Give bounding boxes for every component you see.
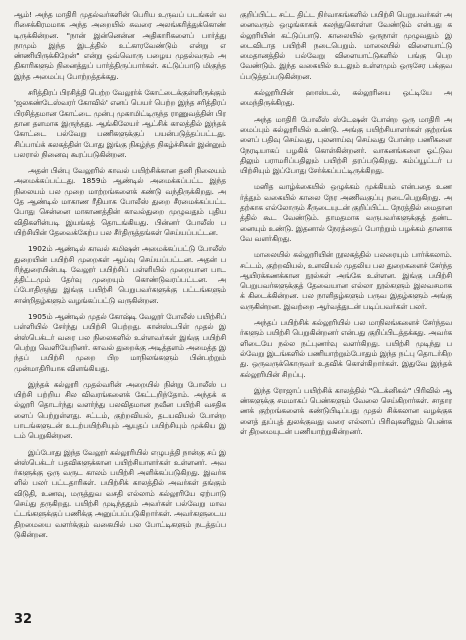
left-paragraph: 1902ம் ஆண்டில் காவல் கமிஷன் அமைக்கப்பட்டு போலீஸ் துறையின் பயிற்சி முறைகள் ஆய்வு செய்யப்பட்டன. அதன் பரிந்துரையின்படி வேலூர் பயிற்சிப் பள்ளியில் முறையான பாடத்திட்டமும் தேர்வு முறையும் கொண்டுவரப்பட்டன. அப்போதிருந்து இங்கு பயிற்சி பெறுபவர்களுக்கு பட்டங்களும் சான்றிதழ்களும் வழங்கப்பட்டு வருகின்றன. — [14, 244, 226, 305]
left-paragraph: இப்போது இந்த வேலூர் கல்லூரியில் எழுபத்தி நான்கு சப் இன்ஸ்பெக்டர் பதவிகளுக்கான பயிற்சியாளர்கள் உள்ளனர். அவர்களுக்கு ஒரு வருட காலம் பயிற்சி அளிக்கப்படுகிறது. இவர்களில் பலர் பட்டதாரிகள். பயிற்சிக் காலத்தில் அவர்கள் தங்கும் விடுதி, உணவு, மருத்துவ வசதி எல்லாம் கல்லூரியே ஏற்பாடு செய்து தருகிறது. பயிற்சி முடிந்ததும் அவர்கள் பல்வேறு மாவட்டங்களுக்குப் பணிக்கு அனுப்பப்படுகிறார்கள். அவர்களுடைய திறமையை வளர்க்கும் வகையில் பல போட்டிகளும் நடத்தப்படுகின்றன. — [14, 447, 226, 539]
right-column — [240, 10, 452, 608]
right-paragraph: மாலையில் கல்லூரியின் நூலகத்தில் பலரையும் பார்க்கலாம். சட்டம், குற்றவியல், உளவியல் முதலிய பல துறைகளைச் சேர்ந்த ஆயிரக்கணக்கான நூல்கள் அங்கே உள்ளன. இங்கு பயிற்சி பெறுபவர்களுக்குத் தேவையான எல்லா நூல்களும் இலவசமாகக் கிடைக்கின்றன. பல நாளிதழ்களும் பருவ இதழ்களும் அங்கு வருகின்றன. இவற்றை ஆர்வத்துடன் படிப்பவர்கள் பலர். — [240, 250, 452, 311]
page-number: 32 — [14, 612, 33, 627]
left-paragraph: அதன் பின்பு வேலூரில் காவல் பயிற்சிக்கான தனி நிலையம் அமைக்கப்பட்டது. 1859ம் ஆண்டில் அமைக்கப்பட்ட இந்த நிலையம் பல முறை மாற்றங்களைக் கண்டு வந்திருக்கிறது. அதே ஆண்டில் மாகாண ரீதியாக போலீஸ் துறை சீரமைக்கப்பட்ட போது சென்னை மாகாணத்தின் காவல்துறை முழுவதும் புதிய விதிகளின்படி இயங்கத் தொடங்கியது. பின்னர் போலீஸ் பயிற்சியின் தேவைக்கேற்ப பல சீர்திருத்தங்கள் செய்யப்பட்டன. — [14, 166, 226, 237]
right-paragraph: மனித வாழ்க்கையில் ஒழுக்கம் முக்கியம் என்பதை உணர்த்தும் வகையில் காலை நேர அணிவகுப்பு நடைபெறுகிறது. அதற்காக எல்லோரும் சீருடையுடன் குறிப்பிட்ட நேரத்தில் மைதானத்தில் கூட வேண்டும். தாமதமாக வருபவர்களுக்குத் தண்டனையும் உண்டு. இதனால் நேரத்தைப் போற்றும் பழக்கம் தானாகவே வளர்கிறது. — [240, 182, 452, 243]
left-paragraph: சரித்திரப் பிரசித்தி பெற்ற வேலூர்க் கோட்டைக்குள்ளிருக்கும் 'ஜலகண்டேஸ்வரர் கோவில்' எனப் பெயர் பெற்ற இந்த சரித்திரப் பிரசித்தமான கோட்டை முன்பு முகாமிட்டிருந்த ராணுவத்தின் பிரதான தளமாக இருந்தது. ஆங்கிலேயர் ஆட்சிக் காலத்தில் இந்தக் கோட்டை பல்வேறு பணிகளுக்குப் பயன்படுத்தப்பட்டது. சிப்பாய்க் கலகத்தின் போது இங்கு நிகழ்ந்த நிகழ்ச்சிகள் இன்னும் பலரால் நினைவு கூரப்படுகின்றன. — [14, 88, 226, 159]
left-column — [14, 10, 226, 608]
right-paragraph: குறிப்பிட்ட சட்ட திட்ட நிர்வாகங்களில் பயிற்சி பெறுபவர்கள் அனைவரும் ஒழுங்காகக் கலந்துகொள்ள வேண்டும் என்பது கல்லூரியின் கட்டுப்பாடு. காலையில் ஒருநாள் முழுவதும் இடைவிடாத பயிற்சி நடைபெறும். மாலையில் விளையாட்டு மைதானத்தில் பல்வேறு விளையாட்டுகளில் பங்கு பெற வேண்டும். இந்த வகையில் உடலும் உள்ளமும் ஒருசேர பக்குவப்படுத்தப்படுகின்றன. — [240, 10, 452, 81]
left-paragraph: ஆம்! அந்த மாதிரி முதல்வர்களின் பெரிய உருவப் படங்கள் வரிசைக்கிரமமாக அந்த அறையில் சுவரை அலங்கரித்துக்கொண் டிருக்கின்றன. "நான் இன்னென்ன அதிகாரிகளைப் பார்த்து நாமும் இந்த இடத்தில் உட்காரவேண்டும் என்று எண்ணியிருக்கிறேன்" என்று ஒவ்வொரு பழைய முதல்வரும் அதிகாரிகளும் நினைத்துப் பார்த்திருப்பார்கள். கட்டுப்பாடு மிகுந்த இந்த அமைப்பு போற்றத்தக்கது. — [14, 10, 226, 81]
left-paragraph: இந்தக் கல்லூரி முதல்வரின் அறையில் நின்று போலீஸ் பயிற்சி பற்றிய சில விவரங்களைக் கேட்டறிந்தோம். அந்தக் கல்லூரி தொடர்ந்து வளர்ந்து பலவிதமான நவீன பயிற்சி வசதிகளைப் பெற்றுள்ளது. சட்டம், குற்றவியல், தடயவியல் போன்ற பாடங்களுடன் உடற்பயிற்சியும் ஆயுதப் பயிற்சியும் முக்கிய இடம் பெறுகின்றன. — [14, 379, 226, 441]
article-columns — [14, 10, 452, 608]
right-paragraph: அந்த மாதிரி போலீஸ் ஸ்டேஷன் போன்ற ஒரு மாதிரி அமைப்பும் கல்லூரியில் உண்டு. அங்கு பயிற்சியாளர்கள் குற்றங்களைப் பதிவு செய்வது, புலனாய்வு செய்வது போன்ற பணிகளை நேரடியாகப் பழகிக் கொள்கின்றனர். வாகனங்களை ஓட்டுவதிலும் பராமரிப்பதிலும் பயிற்சி தரப்படுகிறது. கம்ப்யூட்டர் பயிற்சியும் இப்போது சேர்க்கப்பட்டிருக்கிறது. — [240, 114, 452, 176]
right-paragraph: இந்த ரோஜாப் பயிற்சிக் காலத்தில் "டெக்னிகல்" பிரிவில் ஆண்களுக்கு சமமாகப் பெண்களும் வேலை செய்கிறார்கள். சாதாரணக் குற்றங்களைக் கண்டுபிடிப்பது முதல் சிக்கலான வழக்குகளைத் துப்புத் துலக்குவது வரை எல்லாப் பிரிவுகளிலும் பெண்கள் திறமையுடன் பணியாற்றுகின்றனர். — [240, 385, 452, 436]
left-paragraph: 1905ம் ஆண்டில் முதல் கோஷ்டி வேலூர் போலீஸ் பயிற்சிப் பள்ளியில் சேர்ந்து பயிற்சி பெற்றது. கான்ஸ்டபிள் முதல் இன்ஸ்பெக்டர் வரை பல நிலைகளில் உள்ளவர்கள் இங்கு பயிற்சி பெற்று வெளியேறினர். காவல் துறைக்கு அடித்தளம் அமைத்த இந்தப் பயிற்சி முறை பிற மாநிலங்களும் பின்பற்றும் முன்மாதிரியாக விளங்கியது. — [14, 312, 226, 373]
right-paragraph: அந்தப் பயிற்சிக் கல்லூரியில் பல மாநிலங்களைச் சேர்ந்தவர்களும் பயிற்சி பெறுகின்றனர் என்பது குறிப்பிடத்தக்கது. அவர்களிடையே நல்ல நட்புணர்வு வளர்கிறது. பயிற்சி முடிந்து பல்வேறு இடங்களில் பணியாற்றும்போதும் இந்த நட்பு தொடர்கிறது. ஒருவருக்கொருவர் உதவிக் கொள்கிறார்கள். இதுவே இந்தக் கல்லூரியின் சிறப்பு. — [240, 318, 452, 379]
right-paragraph: கல்லூரியின் ஹாஸ்டல், கல்லூரியை ஒட்டியே அமைந்திருக்கிறது. — [240, 88, 452, 108]
